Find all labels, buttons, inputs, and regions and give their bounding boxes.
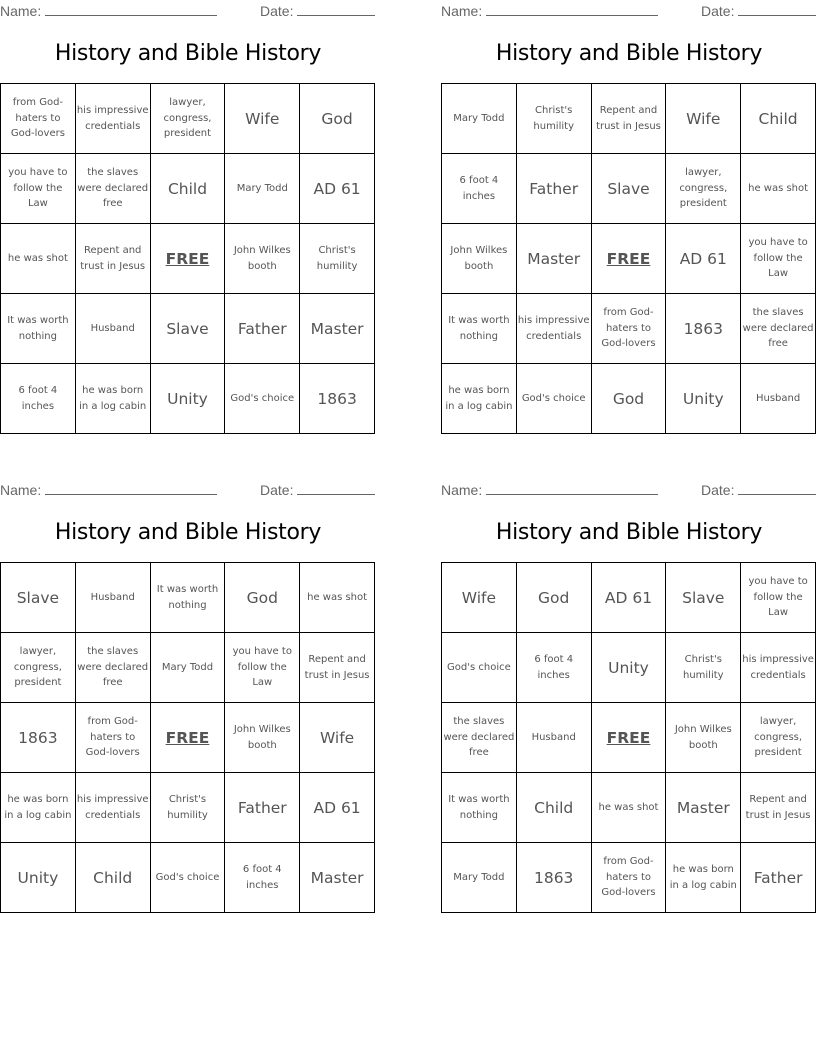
bingo-cell: Slave (1, 563, 76, 633)
name-field (441, 481, 658, 498)
bingo-cell: you have to follow the Law (741, 224, 816, 294)
bingo-cell: the slaves were declared free (741, 294, 816, 364)
bingo-cell: Wife (225, 84, 300, 154)
bingo-cell: the slaves were declared free (442, 703, 517, 773)
bingo-cell: 6 foot 4 inches (442, 154, 517, 224)
name-blank-line (45, 481, 217, 495)
bingo-cell: 6 foot 4 inches (225, 843, 300, 913)
bingo-cell: you have to follow the Law (225, 633, 300, 703)
date-field (260, 2, 375, 19)
date-label: Date: (701, 482, 735, 498)
bingo-cell: 1863 (516, 843, 591, 913)
bingo-card-4 (441, 479, 816, 913)
bingo-cell: Repent and trust in Jesus (300, 633, 375, 703)
bingo-grid (441, 83, 816, 434)
bingo-cell: Master (666, 773, 741, 843)
card-header (441, 0, 816, 22)
grid-row (1, 224, 375, 294)
bingo-cell: Husband (516, 703, 591, 773)
bingo-cell: Child (516, 773, 591, 843)
card-header (0, 479, 376, 501)
card-header (0, 0, 376, 22)
bingo-cell: God (300, 84, 375, 154)
name-label: Name: (441, 482, 483, 498)
date-field (701, 2, 816, 19)
grid-row (442, 294, 816, 364)
grid-row (1, 703, 375, 773)
card-title: History and Bible History (495, 41, 763, 66)
bingo-cell: Master (516, 224, 591, 294)
bingo-cell: God (225, 563, 300, 633)
card-title: History and Bible History (54, 520, 322, 545)
bingo-cell: from God-haters to God-lovers (591, 294, 666, 364)
bingo-card-2 (441, 0, 816, 434)
bingo-cell: Wife (666, 84, 741, 154)
bingo-cell: he was born in a log cabin (442, 364, 517, 434)
grid-row (1, 84, 375, 154)
bingo-grid (0, 562, 375, 913)
grid-row (442, 563, 816, 633)
date-label: Date: (260, 482, 294, 498)
bingo-cell: lawyer, congress, president (666, 154, 741, 224)
bingo-cell: Child (741, 84, 816, 154)
bingo-cell: Husband (75, 294, 150, 364)
grid-row (442, 364, 816, 434)
bingo-cell: lawyer, congress, president (741, 703, 816, 773)
bingo-cell: Wife (442, 563, 517, 633)
bingo-cell: It was worth nothing (1, 294, 76, 364)
grid-row (442, 843, 816, 913)
bingo-cell: God (516, 563, 591, 633)
bingo-cell: Husband (75, 563, 150, 633)
name-blank-line (486, 2, 658, 16)
bingo-cell: Slave (591, 154, 666, 224)
bingo-cell: he was shot (300, 563, 375, 633)
bingo-cell: Christ's humility (666, 633, 741, 703)
bingo-cell: God's choice (150, 843, 225, 913)
card-header (441, 479, 816, 501)
bingo-cell: Slave (666, 563, 741, 633)
name-label: Name: (441, 3, 483, 19)
bingo-cell: God's choice (225, 364, 300, 434)
bingo-cell: Repent and trust in Jesus (75, 224, 150, 294)
bingo-cell: Mary Todd (442, 843, 517, 913)
bingo-cell: God (591, 364, 666, 434)
bingo-cell: 1863 (1, 703, 76, 773)
bingo-card-3 (0, 479, 376, 913)
grid-row (1, 563, 375, 633)
name-field (0, 481, 217, 498)
bingo-cell: he was shot (1, 224, 76, 294)
bingo-cell: he was born in a log cabin (666, 843, 741, 913)
grid-row (1, 364, 375, 434)
bingo-cell: his impressive credentials (75, 84, 150, 154)
grid-row (442, 633, 816, 703)
bingo-cell: Father (741, 843, 816, 913)
name-field (441, 2, 658, 19)
card-title: History and Bible History (54, 41, 322, 66)
bingo-cell: the slaves were declared free (75, 154, 150, 224)
bingo-cell: Wife (300, 703, 375, 773)
bingo-cell: AD 61 (666, 224, 741, 294)
bingo-cell: Father (225, 773, 300, 843)
grid-row (1, 633, 375, 703)
bingo-card-1 (0, 0, 376, 434)
bingo-cell: God's choice (442, 633, 517, 703)
grid-row (442, 224, 816, 294)
card-title: History and Bible History (495, 520, 763, 545)
grid-row (442, 84, 816, 154)
bingo-cell: his impressive credentials (516, 294, 591, 364)
date-blank-line (297, 481, 375, 495)
bingo-cell: Christ's humility (150, 773, 225, 843)
bingo-cell: Unity (1, 843, 76, 913)
name-blank-line (45, 2, 217, 16)
grid-row (1, 773, 375, 843)
bingo-cell: John Wilkes booth (666, 703, 741, 773)
bingo-cell: 6 foot 4 inches (516, 633, 591, 703)
bingo-cell: Unity (591, 633, 666, 703)
bingo-cell: It was worth nothing (442, 294, 517, 364)
date-blank-line (738, 481, 816, 495)
name-label: Name: (0, 482, 42, 498)
bingo-cell: Slave (150, 294, 225, 364)
bingo-cell: Master (300, 843, 375, 913)
bingo-cell: his impressive credentials (741, 633, 816, 703)
bingo-cell: from God-haters to God-lovers (591, 843, 666, 913)
bingo-cell: his impressive credentials (75, 773, 150, 843)
date-blank-line (297, 2, 375, 16)
bingo-cell: Mary Todd (442, 84, 517, 154)
bingo-cell: Unity (666, 364, 741, 434)
bingo-cell: he was born in a log cabin (1, 773, 76, 843)
bingo-cell: 6 foot 4 inches (1, 364, 76, 434)
bingo-cell: John Wilkes booth (225, 224, 300, 294)
name-blank-line (486, 481, 658, 495)
bingo-cell: he was shot (741, 154, 816, 224)
grid-row (442, 154, 816, 224)
bingo-cell: he was born in a log cabin (75, 364, 150, 434)
bingo-cell: you have to follow the Law (741, 563, 816, 633)
bingo-cell: Christ's humility (516, 84, 591, 154)
grid-row (1, 154, 375, 224)
bingo-cell: John Wilkes booth (225, 703, 300, 773)
bingo-cell: AD 61 (591, 563, 666, 633)
bingo-grid (0, 83, 375, 434)
bingo-cell: God's choice (516, 364, 591, 434)
date-blank-line (738, 2, 816, 16)
bingo-cell: Child (150, 154, 225, 224)
grid-row (442, 773, 816, 843)
grid-row (1, 843, 375, 913)
date-label: Date: (260, 3, 294, 19)
free-space: FREE (591, 703, 666, 773)
bingo-cell: AD 61 (300, 773, 375, 843)
bingo-cell: from God-haters to God-lovers (1, 84, 76, 154)
bingo-cell: Husband (741, 364, 816, 434)
date-label: Date: (701, 3, 735, 19)
bingo-cell: from God-haters to God-lovers (75, 703, 150, 773)
bingo-cell: Mary Todd (150, 633, 225, 703)
bingo-cell: he was shot (591, 773, 666, 843)
bingo-cell: Master (300, 294, 375, 364)
bingo-grid (441, 562, 816, 913)
bingo-cell: 1863 (300, 364, 375, 434)
bingo-cell: Mary Todd (225, 154, 300, 224)
bingo-cell: AD 61 (300, 154, 375, 224)
date-field (260, 481, 375, 498)
bingo-cell: Christ's humility (300, 224, 375, 294)
bingo-cell: the slaves were declared free (75, 633, 150, 703)
bingo-cell: Repent and trust in Jesus (591, 84, 666, 154)
bingo-cell: John Wilkes booth (442, 224, 517, 294)
bingo-cell: 1863 (666, 294, 741, 364)
bingo-cell: Child (75, 843, 150, 913)
grid-row (442, 703, 816, 773)
bingo-cell: Repent and trust in Jesus (741, 773, 816, 843)
date-field (701, 481, 816, 498)
free-space: FREE (150, 703, 225, 773)
bingo-cell: Father (225, 294, 300, 364)
bingo-cell: lawyer, congress, president (1, 633, 76, 703)
name-field (0, 2, 217, 19)
free-space: FREE (591, 224, 666, 294)
bingo-cell: you have to follow the Law (1, 154, 76, 224)
bingo-cell: lawyer, congress, president (150, 84, 225, 154)
free-space: FREE (150, 224, 225, 294)
bingo-cell: It was worth nothing (442, 773, 517, 843)
grid-row (1, 294, 375, 364)
bingo-cell: Unity (150, 364, 225, 434)
name-label: Name: (0, 3, 42, 19)
bingo-cell: It was worth nothing (150, 563, 225, 633)
bingo-cell: Father (516, 154, 591, 224)
